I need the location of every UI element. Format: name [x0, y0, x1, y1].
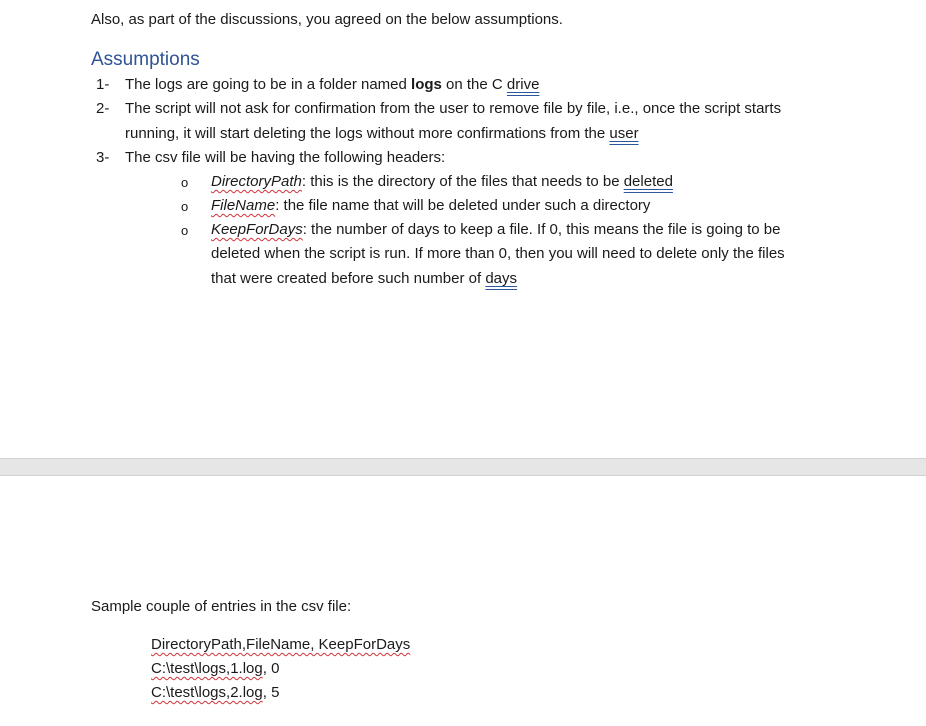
document-page-2	[0, 476, 926, 726]
sub-item-keepfordays	[211, 220, 781, 240]
csv-row-1-value: , 0	[262, 660, 280, 677]
csv-row-2-value: , 5	[262, 684, 280, 701]
item-2-text: running, it will start deleting the logs without more confirmations from the	[125, 125, 610, 142]
sub-bullet-2: o	[181, 199, 189, 214]
sub-item-3-line-3-text: that were created before such number of	[211, 270, 486, 287]
grammar-flag-drive[interactable]: drive	[506, 76, 540, 93]
list-number-3: 3-	[96, 149, 110, 166]
csv-row-1	[151, 659, 279, 679]
grammar-flag-days[interactable]: days	[485, 270, 518, 287]
list-number-2: 2-	[96, 100, 110, 117]
sub-item-directorypath	[211, 172, 673, 192]
sub-item-3-desc: : the number of days to keep a file. If 0, this means the file is going to be	[302, 221, 781, 238]
sub-bullet-1: o	[181, 175, 189, 190]
assumptions-heading: Assumptions	[91, 49, 200, 70]
list-item-1	[125, 75, 539, 95]
spelling-flag-keepfordays[interactable]: KeepForDays	[211, 221, 303, 238]
sub-item-2-desc: : the file name that will be deleted under such a directory	[275, 197, 651, 214]
spelling-flag-csv-row-1[interactable]: C:\test\logs,1.log	[151, 660, 263, 677]
sample-entries-label: Sample couple of entries in the csv file:	[91, 598, 352, 615]
spelling-flag-csv-row-2[interactable]: C:\test\logs,2.log	[151, 684, 263, 701]
item-1-text-post: on the C	[441, 76, 507, 93]
page-break-gap	[0, 458, 926, 476]
sub-item-3-line-3	[211, 269, 517, 289]
list-number-1: 1-	[96, 76, 110, 93]
spelling-flag-filename[interactable]: FileName	[211, 197, 276, 214]
csv-header-line	[151, 635, 410, 655]
sub-item-3-line-2: deleted when the script is run. If more than 0, then you will need to delete only the files	[211, 245, 785, 262]
grammar-flag-deleted[interactable]: deleted	[623, 173, 673, 190]
spelling-flag-directorypath[interactable]: DirectoryPath	[211, 173, 302, 190]
sub-item-1-desc: : this is the directory of the files that needs to be	[301, 173, 624, 190]
grammar-flag-user[interactable]: user	[609, 125, 639, 142]
list-item-3: The csv file will be having the following headers:	[125, 149, 446, 166]
item-1-text-pre: The logs are going to be in a folder named	[125, 76, 412, 93]
item-1-bold-text: logs	[411, 76, 442, 93]
intro-paragraph: Also, as part of the discussions, you agreed on the below assumptions.	[91, 11, 563, 28]
list-item-2-line-1: The script will not ask for confirmation from the user to remove file by file, i.e., once the script starts	[125, 100, 782, 117]
sub-bullet-3: o	[181, 223, 189, 238]
sub-item-filename	[211, 196, 650, 216]
list-item-2-line-2	[125, 124, 639, 144]
spelling-flag-csv-header[interactable]: DirectoryPath,FileName, KeepForDays	[151, 636, 411, 653]
csv-row-2	[151, 683, 279, 703]
